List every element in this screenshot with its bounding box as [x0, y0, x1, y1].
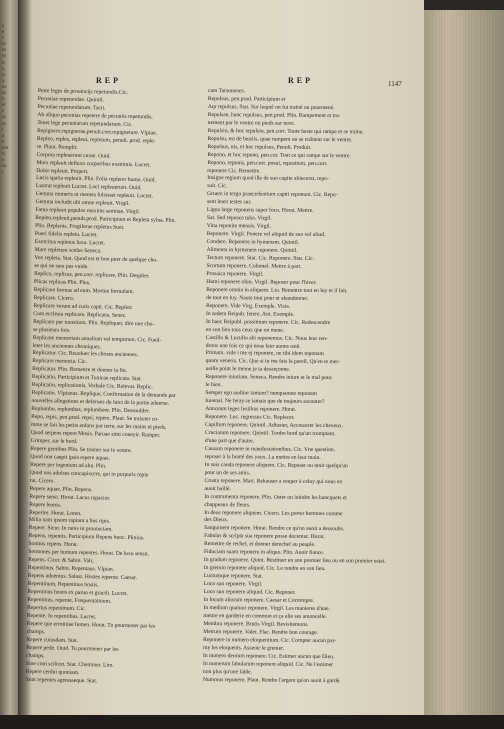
fragment-line: o: [2, 66, 5, 72]
text-line: Replicare. Cicero.: [33, 294, 75, 302]
text-line: champs.: [26, 628, 46, 636]
text-line: Quod non caepit ipsis repere aquas.: [30, 453, 110, 462]
text-line: Dolor repleuit. Propert.: [36, 167, 89, 175]
text-line: Replumbo, replumbas, replumbare. Plin. Dessoulder.: [31, 406, 150, 415]
text-line: Plicas replicas Plin. Plus.: [33, 278, 91, 287]
text-column-right: [203, 88, 412, 720]
text-line: d'une part que d'autre.: [204, 437, 255, 445]
text-line: Repulsae, hanc repulsus, pen.prod. Plin. Rampement et tra-: [207, 111, 341, 120]
text-line: Castillo & Lucullo abi reponemus. Cic. Nous leur ren-: [205, 334, 328, 342]
text-line: Cum ecclesia replicare. Replicans. Senec.: [33, 310, 127, 319]
fragment-line: a: [2, 24, 5, 29]
text-line: Replicatur. Plin. Remettre et donner la fin.: [32, 366, 128, 375]
text-line: In gradum reponere. Quint. Restituer en son premier lieu ou en son premier estat.: [203, 557, 386, 565]
text-line: Repere per ingenium ad alta. Plin.: [30, 461, 107, 470]
text-line: Repere gentibus Plin. Se trainer sur le ventre.: [30, 445, 132, 454]
text-line: Exercitus repletus luxu. Lucret.: [34, 239, 106, 247]
text-line: Repignero,repignerae,penult.corr.repignerare. Vlpian.: [37, 127, 158, 137]
text-line: Reponere. Virgil. Ponere vel aliquid de suo vel aliud.: [206, 231, 326, 239]
text-line: Capillum reponere. Quintil. Adiuster, Accoustrer les cheveux.: [205, 422, 344, 430]
fragment-line: i: [2, 127, 4, 133]
text-line: Replicatio, replicationis, Verbale Cic. Relevat. Replic.: [31, 382, 153, 391]
text-line: In locum aliorum reponere. Caesar et Corrompre.: [203, 596, 315, 604]
text-line: Repentinus. Sabin. Repentaus. Vlpian.: [27, 565, 115, 573]
text-line: Replicare formas ad eum. Mortue formulam.: [33, 286, 135, 295]
text-line: chappeaux de fleurs.: [204, 501, 251, 508]
text-line: Quod serpens repere Mosis. Paruae simi coneyir. Ramper.: [30, 429, 161, 439]
text-line: Repere leonis.: [29, 501, 62, 509]
text-line: Mare repletum scelus Seneca.: [34, 247, 102, 255]
text-line: Humi reponere olim. Virgil. Reposer pour l'hiver.: [206, 278, 317, 286]
text-line: Repentinus hostis ex paruo et gracili. Lucret.: [27, 588, 128, 598]
text-line: Petre leges de prouincijs repetundis.Cic.: [37, 88, 129, 96]
text-line: Repere aquae. Plin. Repens.: [29, 485, 93, 493]
fragment-line: et: [2, 103, 6, 109]
text-line: Membra reponere. Brutis Virgil. Revisitemons.: [203, 620, 309, 628]
text-line: Remettre de rechef, et donner derechef au peuple.: [203, 541, 316, 549]
text-line: Gruem in tergo praecedentium capiti reponunt. Cic. Repo-: [207, 191, 338, 199]
text-line: se plusieurs fois.: [32, 326, 71, 334]
text-line: Sonitus repens. Horat.: [28, 541, 79, 549]
text-line: In numerum fabularum reponere aliquid. Cic. Ne l'estimer: [202, 660, 334, 668]
left-page-edge: [0, 0, 18, 729]
text-line: Loco suo reponere aliquid. Cic. Reponer.: [203, 589, 296, 596]
text-line: sent leurs testes sur.: [206, 199, 252, 206]
text-line: Fiduciam suam reponere in aliquo. Plin. Auoir fiance.: [203, 549, 325, 557]
text-line: Repulsus, pen.prod. Participium et: [207, 95, 286, 103]
text-line: nouvelles allegations et defenses du faict de la partie aduerse.: [31, 398, 170, 407]
text-line: Condere. Reponere in hymenem. Quintil.: [206, 239, 300, 246]
text-line: Repens, repentis, Participium Repens hunc. Plinius.: [28, 533, 145, 542]
text-line: Repono, et hoc repono, pen.cor. Tout ce qui rampe sur le ventre.: [207, 151, 351, 159]
text-line: Repulsio, & hoc repulsio, pen.corr. Toute beste qui rampe et se traine.: [207, 127, 364, 136]
text-line: Ligna large reponens super foco. Horat. Mettre.: [206, 207, 314, 215]
text-line: le bien.: [205, 382, 222, 389]
text-line: Lucis spatia repleuit. Plin. Folia replerer humo. Ouid.: [36, 175, 156, 184]
fragment-line: o: [2, 139, 5, 145]
text-line: champs.: [26, 652, 45, 659]
text-line: In numero deorum reponere. Cic. Estimer aucun que Dieu.: [203, 652, 335, 660]
text-line: mettre en garderie en commun et ça elle ses amoncelle.: [203, 612, 328, 620]
text-line: Repere que errotitiae lumen. Horat. Tu pourmener par les: [26, 620, 156, 630]
text-line: Repens. Cicer. & Sabin. Valc.: [28, 557, 95, 565]
text-column-left: [25, 88, 204, 721]
text-line: auoit baillé.: [204, 485, 231, 492]
text-line: Repono, reponis, pen.corr. posui, repositum, pen.corr.: [207, 159, 328, 167]
text-line: Vox repleta. Stat. Quod est et bon puer de quelque cho-: [34, 254, 159, 264]
text-line: In contramenta reponere. Plin. Oster ou ioindre les bancquets et: [204, 493, 347, 501]
text-line: reposer à la bonté des yeux. La mettre en leur main.: [204, 453, 321, 461]
text-line: cam Tarsonenes.: [207, 88, 246, 95]
text-line: my les eloquents. Asseoir le grenier.: [203, 644, 285, 652]
text-line: Tenet lege pecuniarum repetundarum. Cic.: [37, 119, 133, 128]
text-line: Tectum reponere. Stat. Cic. Reponere. Stat. Cic.: [206, 255, 314, 262]
text-line: In suis cauda reponere aliquem. Cic. Reposer ou tenir quelqu'un: [204, 461, 348, 470]
fragment-line: ri: [2, 151, 6, 157]
fragment-line: a: [2, 78, 5, 84]
text-line: Repere sensi. Horat. Lacus rapacior.: [29, 493, 111, 502]
text-line: Repere cerdui quoniam.: [25, 668, 80, 676]
text-line: Replicare verum ad curis capit. Cic. Replier.: [33, 302, 133, 311]
text-line: Fabulas & scripta sua reponere posse docemur. Horat.: [204, 533, 325, 541]
text-line: Grimper, sur le bord.: [30, 437, 78, 445]
fragment-line: ur: [2, 91, 7, 97]
text-line: Repentinus, repente, Frequentatiuum.: [27, 596, 112, 605]
text-line: non plus qu'une fable.: [202, 668, 253, 675]
text-line: Primam. vide i me ej reponere, ne tibi idem reponam: [205, 350, 324, 358]
text-line: Repleo, reples, repleui, repletum, penult. prod. reple-: [36, 135, 156, 145]
text-line: Replicare memoria. Cic.: [32, 358, 88, 366]
text-line: Repulsu, est de bestiis, quae rampent ou se traînent sur le ventre.: [207, 135, 353, 143]
text-line: Gemma numeris ut mentes fulsisset repleuit. Lucret.: [35, 191, 153, 200]
text-line: Luctumque reponere. Stat.: [203, 573, 264, 580]
text-line: rat. Cicero.: [29, 477, 55, 485]
text-line: Lustrat repleuit Lucret. Loci repleuerunt. Ouid.: [35, 183, 142, 192]
text-line: Reperire. Horat. Loren.: [29, 509, 82, 517]
text-line: Repertus repentinum. Cic.: [27, 604, 86, 613]
text-line: Annorum leges festibus reponere. Horat.: [205, 406, 297, 413]
text-line: Plin. Replenis. Frugiferae repletus Suet.: [35, 223, 125, 232]
text-line: Repo, repis, pen.prod. repsi, repere. Plaut. Se traisner co-: [31, 414, 159, 423]
text-line: nement par le ventre ou pieds sur terre.: [207, 119, 296, 127]
text-line: Repere pede. Ouid. Tu pourmener par les: [26, 644, 119, 653]
text-line: de tout en luy. Naute tout pour et abandonner.: [206, 294, 309, 302]
text-line: en son lieu tous ceux que on mene.: [205, 326, 285, 334]
text-line: Milia nam ipsum rapiunt a bus ripis.: [28, 517, 111, 526]
text-line: Replico, replicas, pen.corr. replicare. Plin. Desplier.: [34, 270, 150, 280]
text-line: Loco suo reponere. Virgil.: [203, 581, 263, 588]
fragment-line: re: [2, 121, 6, 127]
text-line: Replicare memoriam annalium vel temporum. Cic. Fueil-: [32, 334, 162, 344]
text-line: Iuuenal. Ne feray-ie iamais que de toujours escouter?: [205, 398, 325, 406]
text-line: Gemma includit ubi omne repleuit. Virgil.: [35, 199, 130, 208]
fragment-line: a: [2, 133, 5, 139]
text-line: Reponere. Luc. regressus Cic. Replacer.: [205, 414, 295, 421]
fragment-line: tu: [2, 42, 6, 48]
text-line: Causam reponere in manifestationibus. Cic. Vne question.: [204, 445, 336, 454]
text-line: Reponere in numero eloquentium. Cic. Compter aucun par-: [203, 636, 337, 644]
left-page-fragment: [2, 24, 16, 714]
text-line: In deos reponere aliquem. Cicero. Les porter hommes comme: [204, 509, 343, 517]
text-line: Repentinum, Repentinus hostis.: [27, 580, 99, 589]
fragment-line: t: [2, 170, 4, 176]
text-line: In sedem Reipub. fetere. Ant. Exemple.: [206, 310, 295, 318]
fragment-line: re: [2, 54, 6, 60]
text-line: Sunt repentes agressaeque. Stat.: [25, 676, 98, 684]
fragment-line: n: [2, 60, 5, 66]
fragment-line: s: [2, 109, 4, 115]
text-line: Replicare per transitum. Plin. Repliquer, dire une cho-: [33, 318, 155, 328]
fragment-line: is: [2, 72, 6, 78]
text-line: se qui ne sera pas vuide.: [34, 262, 89, 271]
text-line: Mors repleuit defluxo corporibus exanimis. Lucret.: [36, 159, 151, 168]
text-line: Alimenta in hymenem reponere. Quintil.: [206, 247, 298, 254]
text-line: Replicatio, Participium et Tunicae replicata. Stat.: [31, 374, 142, 383]
text-line: re. Plaut. Remplir.: [36, 143, 78, 151]
text-line: Sine coni scilicet. Stat. Cheminer. Lire.: [25, 660, 114, 669]
fragment-line: us: [2, 164, 7, 170]
text-line: Replicatur. Cic. Reuoluer les choses anciennes.: [32, 350, 139, 359]
running-head-left: REP: [96, 76, 121, 85]
fragment-line: s: [2, 36, 4, 42]
text-line: Repere cuiusdam. Stat.: [26, 636, 79, 644]
text-line: Pueri fidelis repletu. Lucret.: [34, 231, 98, 239]
text-line: Aqr repulsus. Stat. Sur lequel on fut trainé ou pourmené.: [207, 103, 335, 112]
text-line: Semper ego auditor tantum? nunquamne reponam: [205, 390, 318, 398]
fragment-line: e: [2, 158, 5, 164]
text-line: leter les anciennes chroniques.: [32, 342, 101, 350]
text-line: Crusta reponere. Mart. Rehauser a souper à celuy qui nous en: [204, 477, 343, 485]
text-line: Ab aliquo pecunias repetere de pecuniis repetundis.: [37, 111, 153, 121]
text-line: reponere Cic. Remettre.: [207, 167, 261, 174]
page-block-shadow: [424, 10, 504, 715]
text-line: Quod nos adulses concupiscere, qui in purpuris repie: [29, 469, 149, 479]
text-line: In haec Reipubl. possimum reponere. Cic. Redescendre: [205, 318, 331, 326]
text-line: Reponere iniuriam. Seneca. Rendre iniure et le mal pour.: [205, 374, 333, 382]
running-head-right: REP: [288, 76, 313, 85]
text-line: pour un de ses amis.: [204, 469, 251, 477]
text-line: Pecuniae repetundarum. Tacit.: [37, 103, 106, 112]
text-line: Insigne regium quod ille de suo capite abiecerat, repo-: [207, 175, 329, 183]
fragment-line: n: [2, 97, 5, 103]
page-number: 1147: [388, 80, 402, 88]
fragment-line: ta: [2, 115, 6, 121]
text-line: suit. Cic.: [207, 183, 228, 190]
text-line: Prosaica reponere. Virgil.: [206, 270, 264, 278]
text-line: Reponere. Vide Virg. Exemple. Visia.: [206, 302, 291, 310]
text-line: Scortum reponere. Columel. Mettre à part.: [206, 262, 302, 270]
text-line: Pecuniae repetundae. Quintil.: [37, 95, 104, 104]
text-line: Repulsus, nis, et hoc repulsus, Penult. Produit.: [207, 143, 312, 151]
text-line: Nummus reponere. Plaut. Rendre l'argent qu'on auoit à gardé.: [202, 676, 341, 684]
text-line: Replicatio. Vlpianus. Replique, Confirmation de la demande par: [31, 390, 176, 400]
text-line: Sat. Sed reposce tuba. Virgil.: [206, 215, 272, 222]
text-line: In medium quatuor reponere. Virgil. Les manieres d'une.: [203, 604, 331, 613]
bottom-shadow: [0, 715, 504, 729]
fragment-line: e: [2, 30, 5, 36]
text-line: des Dieux.: [204, 517, 229, 524]
text-line: Cruciatum reponere. Quintil. Tordre bord qu'un tromptant.: [204, 429, 336, 438]
text-line: Repente. In repentibus. Lucret.: [26, 612, 97, 621]
text-line: quum veneris. Cic. Que si tu me fais la pareil, Qu'en te mer-: [205, 358, 340, 366]
text-line: Repleo,repleuit,penult.prod. Participium et Repleta sylua. Plin.: [35, 215, 176, 225]
fragment-line: us: [2, 84, 7, 90]
fragment-line: m: [2, 48, 6, 54]
text-line: ueille point le meme je ta desarçonne.: [205, 366, 291, 374]
text-line: Repens aduentus. Salust. Hostes repente. Caesar.: [27, 573, 138, 582]
text-line: Sermones per humum repentes. Horat. De luxu sensit.: [28, 549, 150, 558]
text-line: drons une fois ce qui nous leur auons osté.: [205, 342, 301, 350]
text-line: Fama repleuit populos maxims semitae. Virgil.: [35, 207, 141, 216]
text-line: Reponere omnia in aliquem. Liu. Remettre tout en luy et il fait.: [206, 286, 348, 295]
text-line: Vina reponite mensis. Virgil.: [206, 223, 272, 230]
text-line: mme se fait les petits enfans par terre, sur les mains et pieds.: [30, 421, 167, 431]
text-line: Repere. Sicut. In ranis in prouinciam.: [28, 525, 113, 534]
text-line: Metrum reponere. Valer. Flac. Rendre bon courage.: [203, 628, 319, 636]
text-line: Sanguinem reponere. Horat. Rendre ce qu'on auoit a dessoubs.: [204, 525, 345, 533]
text-line: In gremio reponere aliquid. Cic. Le rendre en son lieu.: [203, 565, 326, 573]
text-line: Corpora repleuerunt curae. Ouid.: [36, 151, 111, 160]
fragment-line: um: [2, 145, 9, 151]
